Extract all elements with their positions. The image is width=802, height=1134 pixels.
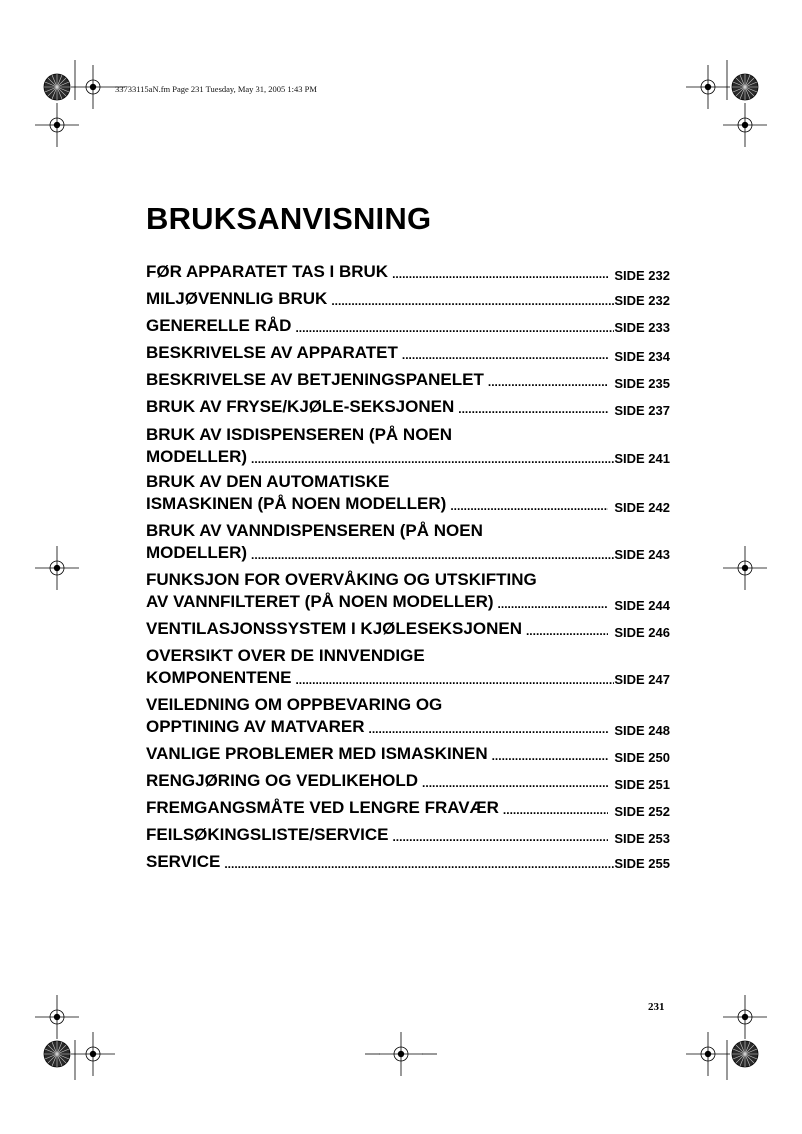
toc-page-ref: SIDE 232 [614,293,670,308]
starburst-icon [732,74,758,100]
starburst-icon [44,74,70,100]
toc-entry-title: MODELLER) [146,447,248,466]
starburst-icon [732,1041,758,1067]
toc-entry-title: FØR APPARATET TAS I BRUK [146,262,389,281]
toc-page-ref: SIDE 241 [614,451,670,466]
toc-page-ref: SIDE 244 [614,598,670,613]
page-title: BRUKSANVISNING [146,201,432,236]
toc-page-ref: SIDE 235 [614,376,670,391]
toc-page-ref: SIDE 237 [614,403,670,418]
crosshair-icon [71,1032,115,1076]
toc-entry-title: AV VANNFILTERET (PÅ NOEN MODELLER) [146,592,494,611]
crosshair-icon [379,1032,423,1076]
crosshair-icon [71,65,115,109]
crosshair-icon [35,995,79,1039]
crosshair-icon [723,103,767,147]
crosshair-icon [686,1032,730,1076]
toc-entry-title: VENTILASJONSSYSTEM I KJØLESEKSJONEN [146,619,522,638]
crosshair-icon [35,103,79,147]
toc-entry-title: BESKRIVELSE AV BETJENINGSPANELET [146,370,484,389]
crosshair-icon [723,546,767,590]
toc-entry-title: BRUK AV VANNDISPENSEREN (PÅ NOEN [146,521,483,540]
toc-entry-title: OPPTINING AV MATVARER [146,717,365,736]
toc-page-ref: SIDE 251 [614,777,670,792]
crop-lines [75,60,727,1080]
toc-entry-title: FUNKSJON FOR OVERVÅKING OG UTSKIFTING [146,570,537,589]
toc-page-ref: SIDE 247 [614,672,670,687]
toc-entry-title: FREMGANGSMÅTE VED LENGRE FRAVÆR [146,798,499,817]
page-number: 231 [648,1001,665,1013]
toc-entry-title: VANLIGE PROBLEMER MED ISMASKINEN [146,744,488,763]
toc-page-ref: SIDE 253 [614,831,670,846]
toc-page-ref: SIDE 255 [614,856,670,871]
toc-page-ref: SIDE 234 [614,349,670,364]
toc-entry-title: MILJØVENNLIG BRUK [146,289,328,308]
toc-entry-title: VEILEDNING OM OPPBEVARING OG [146,695,443,714]
toc-entry-title: SERVICE [146,852,221,871]
crosshair-icon [723,995,767,1039]
toc-page-ref: SIDE 248 [614,723,670,738]
file-info-header: 33733115aN.fm Page 231 Tuesday, May 31, 2005 1:43 PM [115,84,317,94]
toc-entry-title: MODELLER) [146,543,248,562]
toc-page-ref: SIDE 233 [614,320,670,335]
toc-page-ref: SIDE 242 [614,500,670,515]
toc-page-ref: SIDE 232 [614,268,670,283]
toc-page-ref: SIDE 246 [614,625,670,640]
toc-page-ref: SIDE 252 [614,804,670,819]
toc-entry-title: KOMPONENTENE [146,668,292,687]
toc-entry-title: OVERSIKT OVER DE INNVENDIGE [146,646,425,665]
toc-entry-title: ISMASKINEN (PÅ NOEN MODELLER) [146,494,447,513]
toc-entry-title: BRUK AV FRYSE/KJØLE-SEKSJONEN [146,397,455,416]
crosshair-icon [686,65,730,109]
toc-entry-title: GENERELLE RÅD [146,316,292,335]
toc-entry-title: BRUK AV ISDISPENSEREN (PÅ NOEN [146,425,453,444]
toc-page-ref: SIDE 243 [614,547,670,562]
toc-page-ref: SIDE 250 [614,750,670,765]
crosshair-icon [35,546,79,590]
toc-entry-title: BRUK AV DEN AUTOMATISKE [146,472,390,491]
starburst-icon [44,1041,70,1067]
toc-entry-title: RENGJØRING OG VEDLIKEHOLD [146,771,419,790]
toc-entry-title: BESKRIVELSE AV APPARATET [146,343,398,362]
toc-entry-title: FEILSØKINGSLISTE/SERVICE [146,825,389,844]
